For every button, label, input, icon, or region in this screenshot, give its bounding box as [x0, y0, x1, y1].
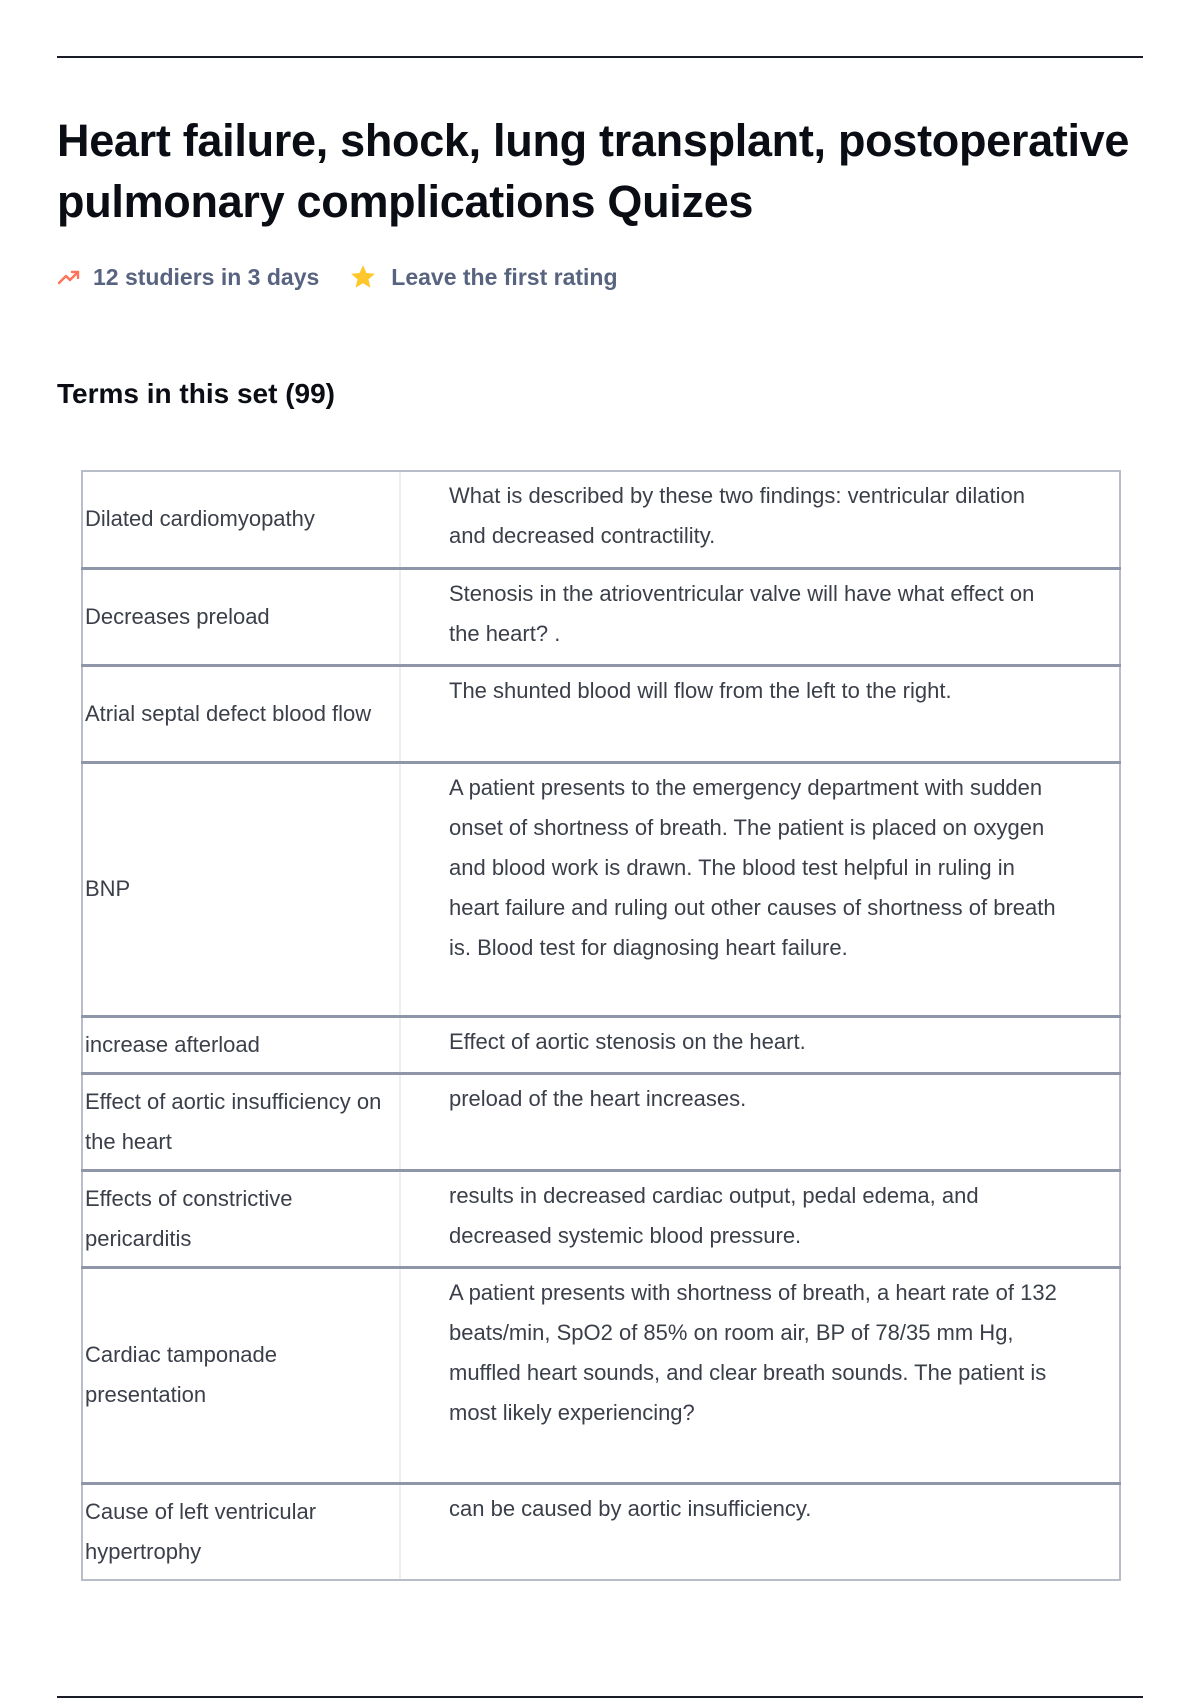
star-icon[interactable]: [349, 263, 377, 291]
bottom-divider: [57, 1696, 1143, 1698]
table-row: [82, 1170, 1120, 1267]
set-meta: [57, 260, 618, 294]
definition-cell: results in decreased cardiac output, pedal edema, and decreased systemic blood pressure.: [400, 1170, 1120, 1267]
term-cell: Cardiac tamponade presentation: [82, 1267, 400, 1483]
term-cell: Atrial septal defect blood flow: [82, 665, 400, 762]
term-cell: BNP: [82, 762, 400, 1016]
definition-cell: Stenosis in the atrioventricular valve will have what effect on the heart? .: [400, 568, 1120, 665]
term-cell: Effects of constrictive pericarditis: [82, 1170, 400, 1267]
studiers-count: 12 studiers in 3 days: [93, 263, 320, 290]
definition-cell: What is described by these two findings: ventricular dilation and decreased contractility.: [400, 471, 1120, 568]
term-cell: Cause of left ventricular hypertrophy: [82, 1483, 400, 1580]
table-row: [82, 1016, 1120, 1073]
term-cell: increase afterload: [82, 1016, 400, 1073]
table-row: [82, 1073, 1120, 1170]
terms-table: [81, 470, 1121, 1581]
top-divider: [57, 56, 1143, 58]
definition-cell: can be caused by aortic insufficiency.: [400, 1483, 1120, 1580]
definition-cell: Effect of aortic stenosis on the heart.: [400, 1016, 1120, 1073]
term-cell: Decreases preload: [82, 568, 400, 665]
trending-up-icon: [57, 267, 81, 287]
definition-cell: A patient presents with shortness of breath, a heart rate of 132 beats/min, SpO2 of 85% on room air, BP of 78/35 mm Hg, muffled heart sounds, and clear breath sounds. The patient is most likely experiencing?: [400, 1267, 1120, 1483]
page-title: Heart failure, shock, lung transplant, postoperative pulmonary complications Quizes: [57, 115, 1130, 227]
term-cell: Effect of aortic insufficiency on the heart: [82, 1073, 400, 1170]
table-row: [82, 568, 1120, 665]
definition-cell: A patient presents to the emergency department with sudden onset of shortness of breath. The patient is placed on oxygen and blood work is drawn. The blood test helpful in ruling in heart failure and ruling out other causes of shortness of breath is. Blood test for diagnosing heart failure.: [400, 762, 1120, 1016]
table-row: [82, 1483, 1120, 1580]
definition-cell: preload of the heart increases.: [400, 1073, 1120, 1170]
table-row: [82, 1267, 1120, 1483]
table-row: [82, 471, 1120, 568]
leave-rating-link[interactable]: Leave the first rating: [391, 263, 618, 290]
terms-heading: Terms in this set (99): [57, 378, 336, 409]
table-row: [82, 665, 1120, 762]
table-row: [82, 762, 1120, 1016]
definition-cell: The shunted blood will flow from the left to the right.: [400, 665, 1120, 762]
term-cell: Dilated cardiomyopathy: [82, 471, 400, 568]
